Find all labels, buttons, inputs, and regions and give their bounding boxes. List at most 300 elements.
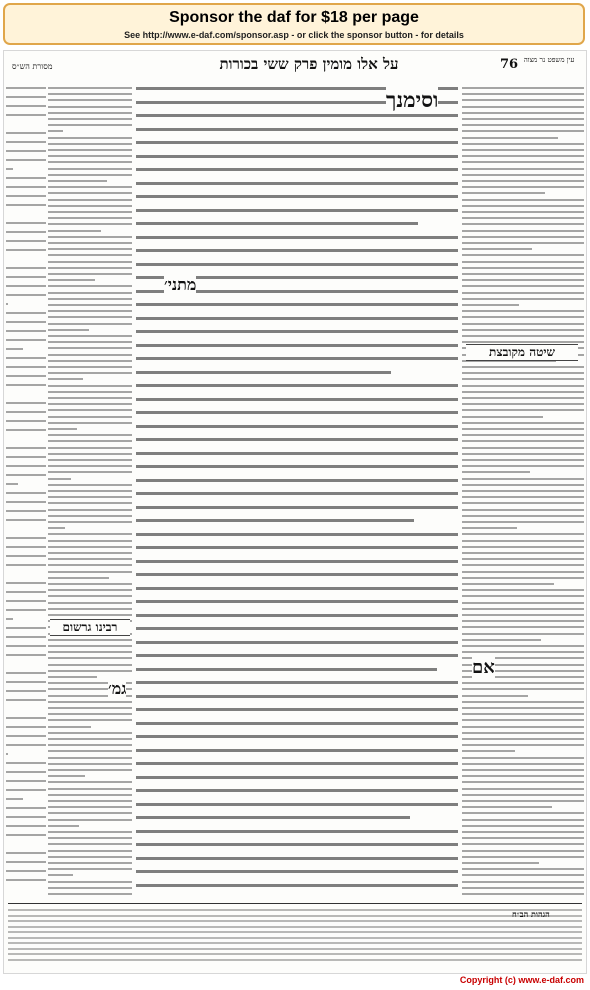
text-line — [48, 453, 132, 455]
text-line — [48, 323, 132, 325]
text-line — [462, 794, 584, 796]
text-line — [462, 366, 584, 368]
tosafot-column — [48, 85, 132, 899]
text-line — [462, 757, 584, 759]
text-line — [6, 564, 46, 566]
text-line — [48, 385, 132, 387]
text-line — [48, 874, 73, 876]
text-line — [462, 521, 584, 523]
text-line — [48, 806, 132, 808]
text-line — [48, 223, 132, 225]
text-line — [6, 699, 46, 701]
text-line — [462, 552, 584, 554]
text-line — [6, 195, 46, 197]
text-line — [462, 484, 584, 486]
text-line — [48, 738, 132, 740]
text-line — [462, 490, 584, 492]
text-line — [462, 502, 584, 504]
text-line — [48, 881, 132, 883]
text-line — [48, 471, 132, 473]
text-line — [6, 762, 46, 764]
text-line — [6, 546, 46, 548]
text-line — [462, 174, 584, 176]
text-line — [48, 825, 79, 827]
text-line — [462, 850, 584, 852]
text-line — [48, 205, 132, 207]
text-line — [6, 798, 23, 800]
text-line — [6, 348, 23, 350]
text-line — [462, 533, 584, 535]
text-line — [462, 453, 584, 455]
sponsor-details-link[interactable]: See http://www.e-daf.com/sponsor.asp - or click the sponsor button - for details — [124, 30, 464, 40]
text-line — [462, 149, 584, 151]
text-line — [48, 583, 132, 585]
text-line — [48, 862, 132, 864]
text-line — [462, 509, 584, 511]
text-line — [48, 180, 107, 182]
text-line — [136, 344, 458, 347]
text-line — [136, 816, 410, 819]
text-line — [462, 719, 584, 721]
text-line — [462, 583, 554, 585]
rabbeinu-gershom-heading: רבינו גרשום — [50, 619, 130, 636]
text-line — [462, 112, 584, 114]
text-line — [6, 501, 46, 503]
text-line — [136, 735, 458, 738]
text-line — [136, 222, 418, 225]
text-line — [136, 600, 458, 603]
text-line — [48, 267, 132, 269]
text-line — [136, 425, 458, 428]
text-line — [462, 701, 584, 703]
text-line — [462, 217, 584, 219]
text-line — [136, 668, 437, 671]
text-line — [6, 150, 46, 152]
text-line — [462, 713, 584, 715]
text-line — [48, 639, 132, 641]
text-line — [48, 397, 132, 399]
text-line — [462, 279, 584, 281]
text-line — [48, 664, 132, 666]
text-line — [6, 330, 46, 332]
text-line — [48, 564, 132, 566]
text-line — [462, 459, 584, 461]
text-line — [48, 750, 132, 752]
text-line — [48, 124, 132, 126]
text-line — [48, 372, 132, 374]
text-line — [6, 789, 46, 791]
text-line — [6, 411, 46, 413]
text-line — [136, 465, 458, 468]
text-line — [6, 879, 46, 881]
text-line — [48, 230, 101, 232]
gemara-opening-word: וסימנך — [386, 87, 439, 112]
text-line — [462, 695, 528, 697]
text-line — [462, 106, 584, 108]
text-line — [462, 639, 541, 641]
text-line — [48, 298, 132, 300]
text-line — [462, 893, 584, 895]
text-line — [48, 316, 132, 318]
text-line — [6, 465, 46, 467]
text-line — [462, 750, 515, 752]
text-line — [462, 812, 584, 814]
text-line — [48, 447, 132, 449]
hagahot-label: הגהות הב״ח — [512, 909, 550, 919]
text-line — [136, 776, 458, 779]
text-line — [48, 546, 132, 548]
text-line — [6, 312, 46, 314]
text-line — [462, 564, 584, 566]
text-line — [6, 483, 18, 485]
text-line — [462, 688, 584, 690]
text-line — [136, 168, 458, 171]
text-line — [136, 587, 458, 590]
text-line — [48, 409, 132, 411]
text-line — [462, 230, 584, 232]
text-line — [48, 248, 132, 250]
text-line — [48, 533, 132, 535]
text-line — [462, 558, 584, 560]
text-line — [48, 478, 71, 480]
text-line — [6, 420, 46, 422]
text-line — [136, 195, 458, 198]
text-line — [48, 403, 132, 405]
text-line — [48, 819, 132, 821]
text-line — [136, 695, 458, 698]
text-line — [462, 248, 532, 250]
text-line — [6, 627, 46, 629]
sponsor-banner[interactable] — [3, 3, 585, 45]
text-line — [6, 717, 46, 719]
text-line — [6, 726, 46, 728]
text-line — [462, 831, 584, 833]
text-line — [136, 843, 458, 846]
text-line — [48, 87, 132, 89]
text-line — [48, 763, 132, 765]
text-line — [462, 620, 584, 622]
text-line — [6, 816, 46, 818]
text-line — [48, 540, 132, 542]
margin-references-column — [6, 85, 46, 899]
text-line — [462, 738, 584, 740]
text-line — [136, 303, 458, 306]
text-line — [136, 533, 458, 536]
text-line — [6, 402, 46, 404]
text-line — [48, 254, 132, 256]
text-line — [136, 263, 458, 266]
text-line — [462, 440, 584, 442]
text-line — [462, 161, 584, 163]
text-line — [48, 422, 132, 424]
text-line — [48, 552, 132, 554]
text-line — [462, 478, 584, 480]
text-line — [48, 106, 132, 108]
text-line — [6, 456, 46, 458]
text-line — [48, 595, 132, 597]
text-line — [48, 850, 132, 852]
shita-mekubetzet-heading: שיטה מקובצת — [466, 344, 578, 361]
text-line — [462, 465, 584, 467]
text-line — [462, 788, 584, 790]
text-line — [6, 429, 46, 431]
text-line — [48, 211, 132, 213]
text-line — [462, 223, 584, 225]
text-line — [8, 953, 582, 955]
text-line — [6, 519, 46, 521]
text-line — [462, 496, 584, 498]
text-line — [8, 920, 582, 922]
page-number: 76 — [500, 57, 519, 72]
text-line — [136, 560, 458, 563]
text-line — [48, 186, 132, 188]
text-line — [8, 959, 582, 961]
text-line — [462, 806, 552, 808]
text-line — [6, 294, 46, 296]
text-line — [48, 484, 132, 486]
page-title: על אלו מומין פרק ששי בכורות — [219, 55, 399, 73]
text-line — [462, 732, 584, 734]
text-line — [462, 868, 584, 870]
text-line — [48, 440, 132, 442]
text-line — [462, 862, 539, 864]
text-line — [48, 726, 91, 728]
text-line — [48, 831, 132, 833]
text-line — [6, 375, 46, 377]
text-line — [462, 540, 584, 542]
text-line — [48, 509, 132, 511]
text-line — [462, 763, 584, 765]
text-line — [8, 915, 582, 917]
text-line — [48, 279, 95, 281]
text-line — [6, 609, 46, 611]
text-line — [136, 641, 458, 644]
text-line — [462, 211, 584, 213]
text-line — [48, 329, 89, 331]
text-line — [6, 141, 46, 143]
text-line — [462, 304, 519, 306]
text-line — [48, 292, 132, 294]
text-line — [462, 298, 584, 300]
copyright-notice[interactable]: Copyright (c) www.e-daf.com — [459, 975, 584, 985]
text-line — [48, 769, 132, 771]
text-line — [462, 242, 584, 244]
text-line — [136, 371, 391, 374]
text-line — [48, 490, 132, 492]
text-line — [48, 335, 132, 337]
mishnah-marker: מתני׳ — [164, 275, 197, 294]
text-line — [6, 771, 46, 773]
text-line — [8, 926, 582, 928]
text-line — [6, 366, 46, 368]
text-line — [6, 474, 46, 476]
text-line — [136, 803, 458, 806]
text-line — [6, 339, 46, 341]
gemara-column — [136, 85, 458, 899]
text-line — [462, 310, 584, 312]
text-line — [8, 948, 582, 950]
text-line — [48, 577, 109, 579]
text-line — [136, 357, 458, 360]
text-line — [462, 87, 584, 89]
text-line — [48, 465, 132, 467]
text-line — [6, 582, 46, 584]
text-line — [48, 837, 132, 839]
text-line — [48, 608, 132, 610]
text-line — [136, 330, 458, 333]
text-line — [48, 416, 132, 418]
text-line — [462, 130, 584, 132]
text-line — [6, 384, 46, 386]
text-line — [48, 118, 132, 120]
text-line — [6, 870, 46, 872]
text-line — [462, 118, 584, 120]
text-line — [6, 105, 46, 107]
text-line — [136, 654, 458, 657]
text-line — [48, 515, 132, 517]
text-line — [6, 114, 46, 116]
text-line — [48, 651, 132, 653]
text-line — [462, 329, 584, 331]
text-line — [462, 409, 584, 411]
text-line — [462, 261, 584, 263]
text-line — [6, 591, 46, 593]
text-line — [136, 708, 458, 711]
text-line — [136, 857, 458, 860]
text-line — [6, 303, 8, 305]
text-line — [48, 719, 132, 721]
text-line — [462, 589, 584, 591]
text-line — [6, 447, 46, 449]
text-line — [462, 99, 584, 101]
text-line — [6, 681, 46, 683]
text-line — [462, 168, 584, 170]
text-line — [462, 577, 584, 579]
text-line — [462, 546, 584, 548]
text-line — [48, 614, 132, 616]
text-line — [136, 627, 458, 630]
text-line — [462, 781, 584, 783]
text-line — [136, 546, 458, 549]
text-line — [136, 182, 458, 185]
text-line — [48, 657, 132, 659]
text-line — [462, 372, 584, 374]
text-line — [48, 366, 132, 368]
text-line — [48, 459, 132, 461]
text-line — [6, 852, 46, 854]
text-line — [462, 292, 584, 294]
text-line — [462, 447, 584, 449]
text-line — [6, 249, 46, 251]
text-line — [6, 159, 46, 161]
text-line — [136, 438, 458, 441]
text-line — [48, 521, 132, 523]
text-line — [6, 600, 46, 602]
page-header — [4, 55, 586, 79]
text-line — [462, 626, 584, 628]
text-line — [48, 812, 132, 814]
sponsor-headline[interactable]: Sponsor the daf for $18 per page — [169, 9, 419, 26]
text-line — [48, 558, 132, 560]
text-line — [462, 726, 584, 728]
text-line — [6, 807, 46, 809]
text-line — [462, 192, 545, 194]
talmud-page — [3, 50, 587, 974]
text-line — [48, 310, 132, 312]
text-line — [136, 506, 458, 509]
text-line — [136, 830, 458, 833]
text-line — [48, 893, 132, 895]
text-line — [48, 701, 132, 703]
text-line — [48, 273, 132, 275]
text-line — [48, 887, 132, 889]
text-line — [462, 143, 584, 145]
text-line — [6, 132, 46, 134]
text-line — [462, 614, 584, 616]
text-line — [6, 636, 46, 638]
rashi-column — [462, 85, 584, 899]
text-line — [6, 87, 46, 89]
text-line — [48, 732, 132, 734]
text-line — [136, 398, 458, 401]
text-line — [462, 471, 530, 473]
text-line — [462, 428, 584, 430]
masoret-hashas-label: מסורת הש״ס — [12, 62, 53, 71]
text-line — [462, 316, 584, 318]
text-line — [48, 775, 85, 777]
text-line — [462, 335, 584, 337]
text-line — [462, 267, 584, 269]
text-line — [462, 180, 584, 182]
text-line — [462, 273, 584, 275]
text-line — [136, 749, 458, 752]
text-line — [136, 114, 458, 117]
text-line — [462, 881, 584, 883]
text-line — [6, 744, 46, 746]
text-line — [6, 267, 46, 269]
text-line — [48, 707, 132, 709]
text-line — [48, 843, 132, 845]
text-line — [462, 323, 584, 325]
text-line — [462, 769, 584, 771]
text-line — [462, 391, 584, 393]
text-line — [48, 713, 132, 715]
text-line — [6, 537, 46, 539]
text-line — [462, 199, 584, 201]
ein-mishpat-label: עין משפט נר מצוה — [523, 56, 575, 64]
text-line — [48, 788, 132, 790]
text-line — [48, 199, 132, 201]
text-line — [136, 789, 458, 792]
text-line — [48, 137, 132, 139]
text-line — [6, 555, 46, 557]
text-line — [48, 781, 132, 783]
text-line — [6, 510, 46, 512]
text-line — [136, 411, 458, 414]
text-line — [136, 452, 458, 455]
text-line — [462, 527, 517, 529]
text-line — [48, 217, 132, 219]
text-line — [48, 130, 63, 132]
text-line — [462, 887, 584, 889]
text-line — [48, 347, 132, 349]
text-line — [6, 735, 46, 737]
text-line — [6, 96, 46, 98]
text-line — [6, 645, 46, 647]
text-line — [48, 112, 132, 114]
text-line — [462, 633, 584, 635]
text-line — [6, 276, 46, 278]
